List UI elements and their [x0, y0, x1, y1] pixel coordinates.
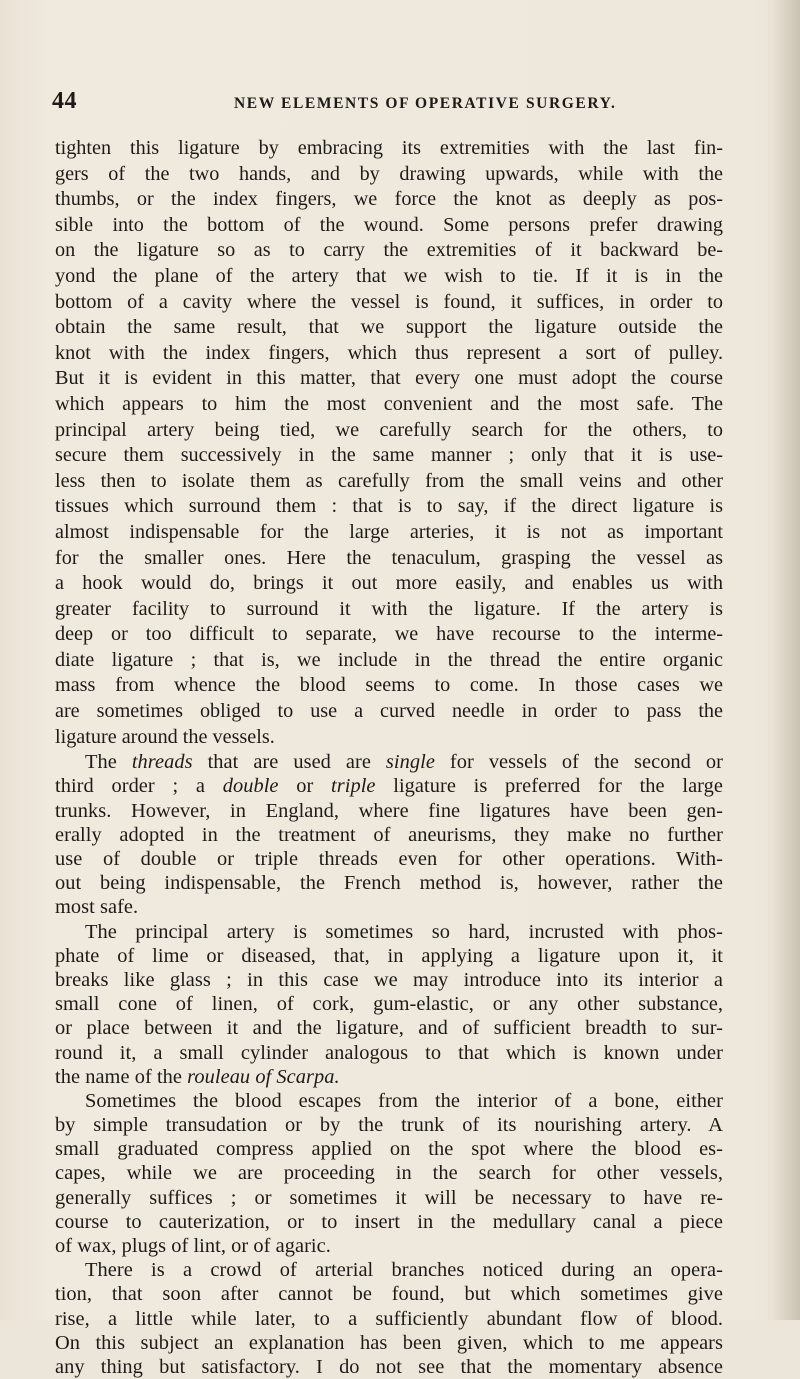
text-line: deep or too difficult to separate, we have recourse to the interme-: [55, 623, 723, 646]
page-header: [52, 88, 752, 120]
text-line: a hook would do, brings it out more easily, and enables us with: [55, 572, 723, 595]
text-line: tissues which surround them : that is to say, if the direct ligature is: [55, 495, 723, 518]
text-line: small graduated compress applied on the spot where the blood es-: [55, 1138, 723, 1161]
text-line: ligature around the vessels.: [55, 725, 275, 748]
text-line: tighten this ligature by embracing its extremities with the last fin-: [55, 137, 723, 159]
text-line: generally suffices ; or sometimes it will be necessary to have re-: [55, 1186, 723, 1209]
italic-term: threads: [131, 751, 193, 774]
text-line: diate ligature ; that is, we include in the thread the entire organic: [55, 648, 723, 671]
text-line: greater facility to surround it with the ligature. If the artery is: [55, 597, 723, 620]
text-line: any thing but satisfactory. I do not see that the momentary absence: [55, 1355, 723, 1378]
text-line: trunks. However, in England, where fine ligatures have been gen-: [55, 799, 723, 822]
italic-term: triple: [331, 775, 376, 798]
italic-term: single: [385, 751, 435, 774]
paragraph-ligature-technique: [55, 136, 723, 750]
text-line: capes, while we are proceeding in the search for other vessels,: [55, 1162, 723, 1185]
text-line: course to cauterization, or to insert in the medullary canal a piece: [55, 1210, 723, 1233]
text-run: for vessels of the second or: [434, 751, 723, 774]
text-run: that are used are: [192, 751, 386, 774]
text-line: less then to isolate them as carefully from the small veins and other: [55, 469, 723, 492]
text-line: gers of the two hands, and by drawing upwards, while with the: [55, 162, 723, 185]
running-head: NEW ELEMENTS OF OPERATIVE SURGERY.: [234, 95, 617, 112]
text-line: Sometimes the blood escapes from the interior of a bone, either: [85, 1089, 723, 1112]
text-line: most safe.: [55, 896, 139, 919]
text-line: obtain the same result, that we support the ligature outside the: [55, 316, 723, 339]
text-line: principal artery being tied, we carefully search for the others, to: [55, 418, 723, 441]
text-line: sible into the bottom of the wound. Some persons prefer drawing: [55, 213, 723, 236]
text-line: round it, a small cylinder analogous to that which is known under: [55, 1041, 723, 1064]
text-line: secure them successively in the same manner ; only that it is use-: [55, 444, 723, 467]
body-text: [55, 136, 723, 1379]
text-line: There is a crowd of arterial branches noticed during an opera-: [85, 1259, 723, 1282]
text-line: erally adopted in the treatment of aneurisms, they make no further: [55, 823, 723, 846]
text-line: or place between it and the ligature, and of sufficient breadth to sur-: [55, 1017, 723, 1040]
paragraph-threads: [55, 750, 723, 919]
text-run: third order ; a: [55, 775, 223, 798]
text-line: knot with the index fingers, which thus represent a sort of pulley.: [55, 341, 723, 364]
text-line: tion, that soon after cannot be found, but which sometimes give: [55, 1283, 723, 1306]
text-line: are sometimes obliged to use a curved needle in order to pass the: [55, 700, 723, 723]
text-line: rise, a little while later, to a sufficiently abundant flow of blood.: [55, 1307, 723, 1330]
text-line: On this subject an explanation has been given, which to me appears: [55, 1331, 723, 1354]
text-line: almost indispensable for the large arteries, it is not as important: [55, 520, 723, 543]
italic-term: rouleau of Scarpa.: [187, 1065, 340, 1088]
text-line: small cone of linen, of cork, gum-elastic, or any other substance,: [55, 993, 723, 1016]
text-line: yond the plane of the artery that we wish to tie. If it is in the: [55, 264, 723, 287]
text-line: thumbs, or the index fingers, we force the knot as deeply as pos-: [55, 188, 723, 211]
paragraph-bone-bleeding: [55, 1089, 723, 1258]
text-line: mass from whence the blood seems to come. In those cases we: [55, 674, 723, 697]
text-line: phate of lime or diseased, that, in applying a ligature upon it, it: [55, 944, 723, 967]
paragraph-arterial-branches: [55, 1258, 723, 1379]
text-line: But it is evident in this matter, that every one must adopt the course: [55, 367, 723, 390]
text-line: breaks like glass ; in this case we may introduce into its interior a: [55, 968, 723, 991]
text-line: [55, 750, 723, 774]
scan-edge-shadow: [772, 0, 800, 1320]
page-number: 44: [52, 88, 77, 114]
italic-term: double: [222, 775, 279, 798]
text-run: ligature is preferred for the large: [375, 775, 723, 798]
text-line: [55, 1065, 723, 1089]
text-line: use of double or triple threads even for other operations. With-: [55, 848, 723, 870]
text-line: of wax, plugs of lint, or of agaric.: [55, 1235, 331, 1257]
paragraph-hard-artery: [55, 920, 723, 1089]
text-line: which appears to him the most convenient and the most safe. The: [55, 392, 723, 415]
text-run: or: [278, 775, 332, 798]
text-run: The: [85, 751, 132, 774]
text-line: bottom of a cavity where the vessel is found, it suffices, in order to: [55, 290, 723, 313]
text-line: for the smaller ones. Here the tenaculum, grasping the vessel as: [55, 546, 723, 569]
text-line: [55, 774, 723, 798]
text-line: on the ligature so as to carry the extremities of it backward be-: [55, 239, 723, 262]
text-line: out being indispensable, the French method is, however, rather the: [55, 872, 723, 895]
text-run: the name of the: [55, 1065, 188, 1088]
text-line: by simple transudation or by the trunk of its nourishing artery. A: [55, 1114, 723, 1137]
text-line: The principal artery is sometimes so hard, incrusted with phos-: [85, 920, 723, 943]
